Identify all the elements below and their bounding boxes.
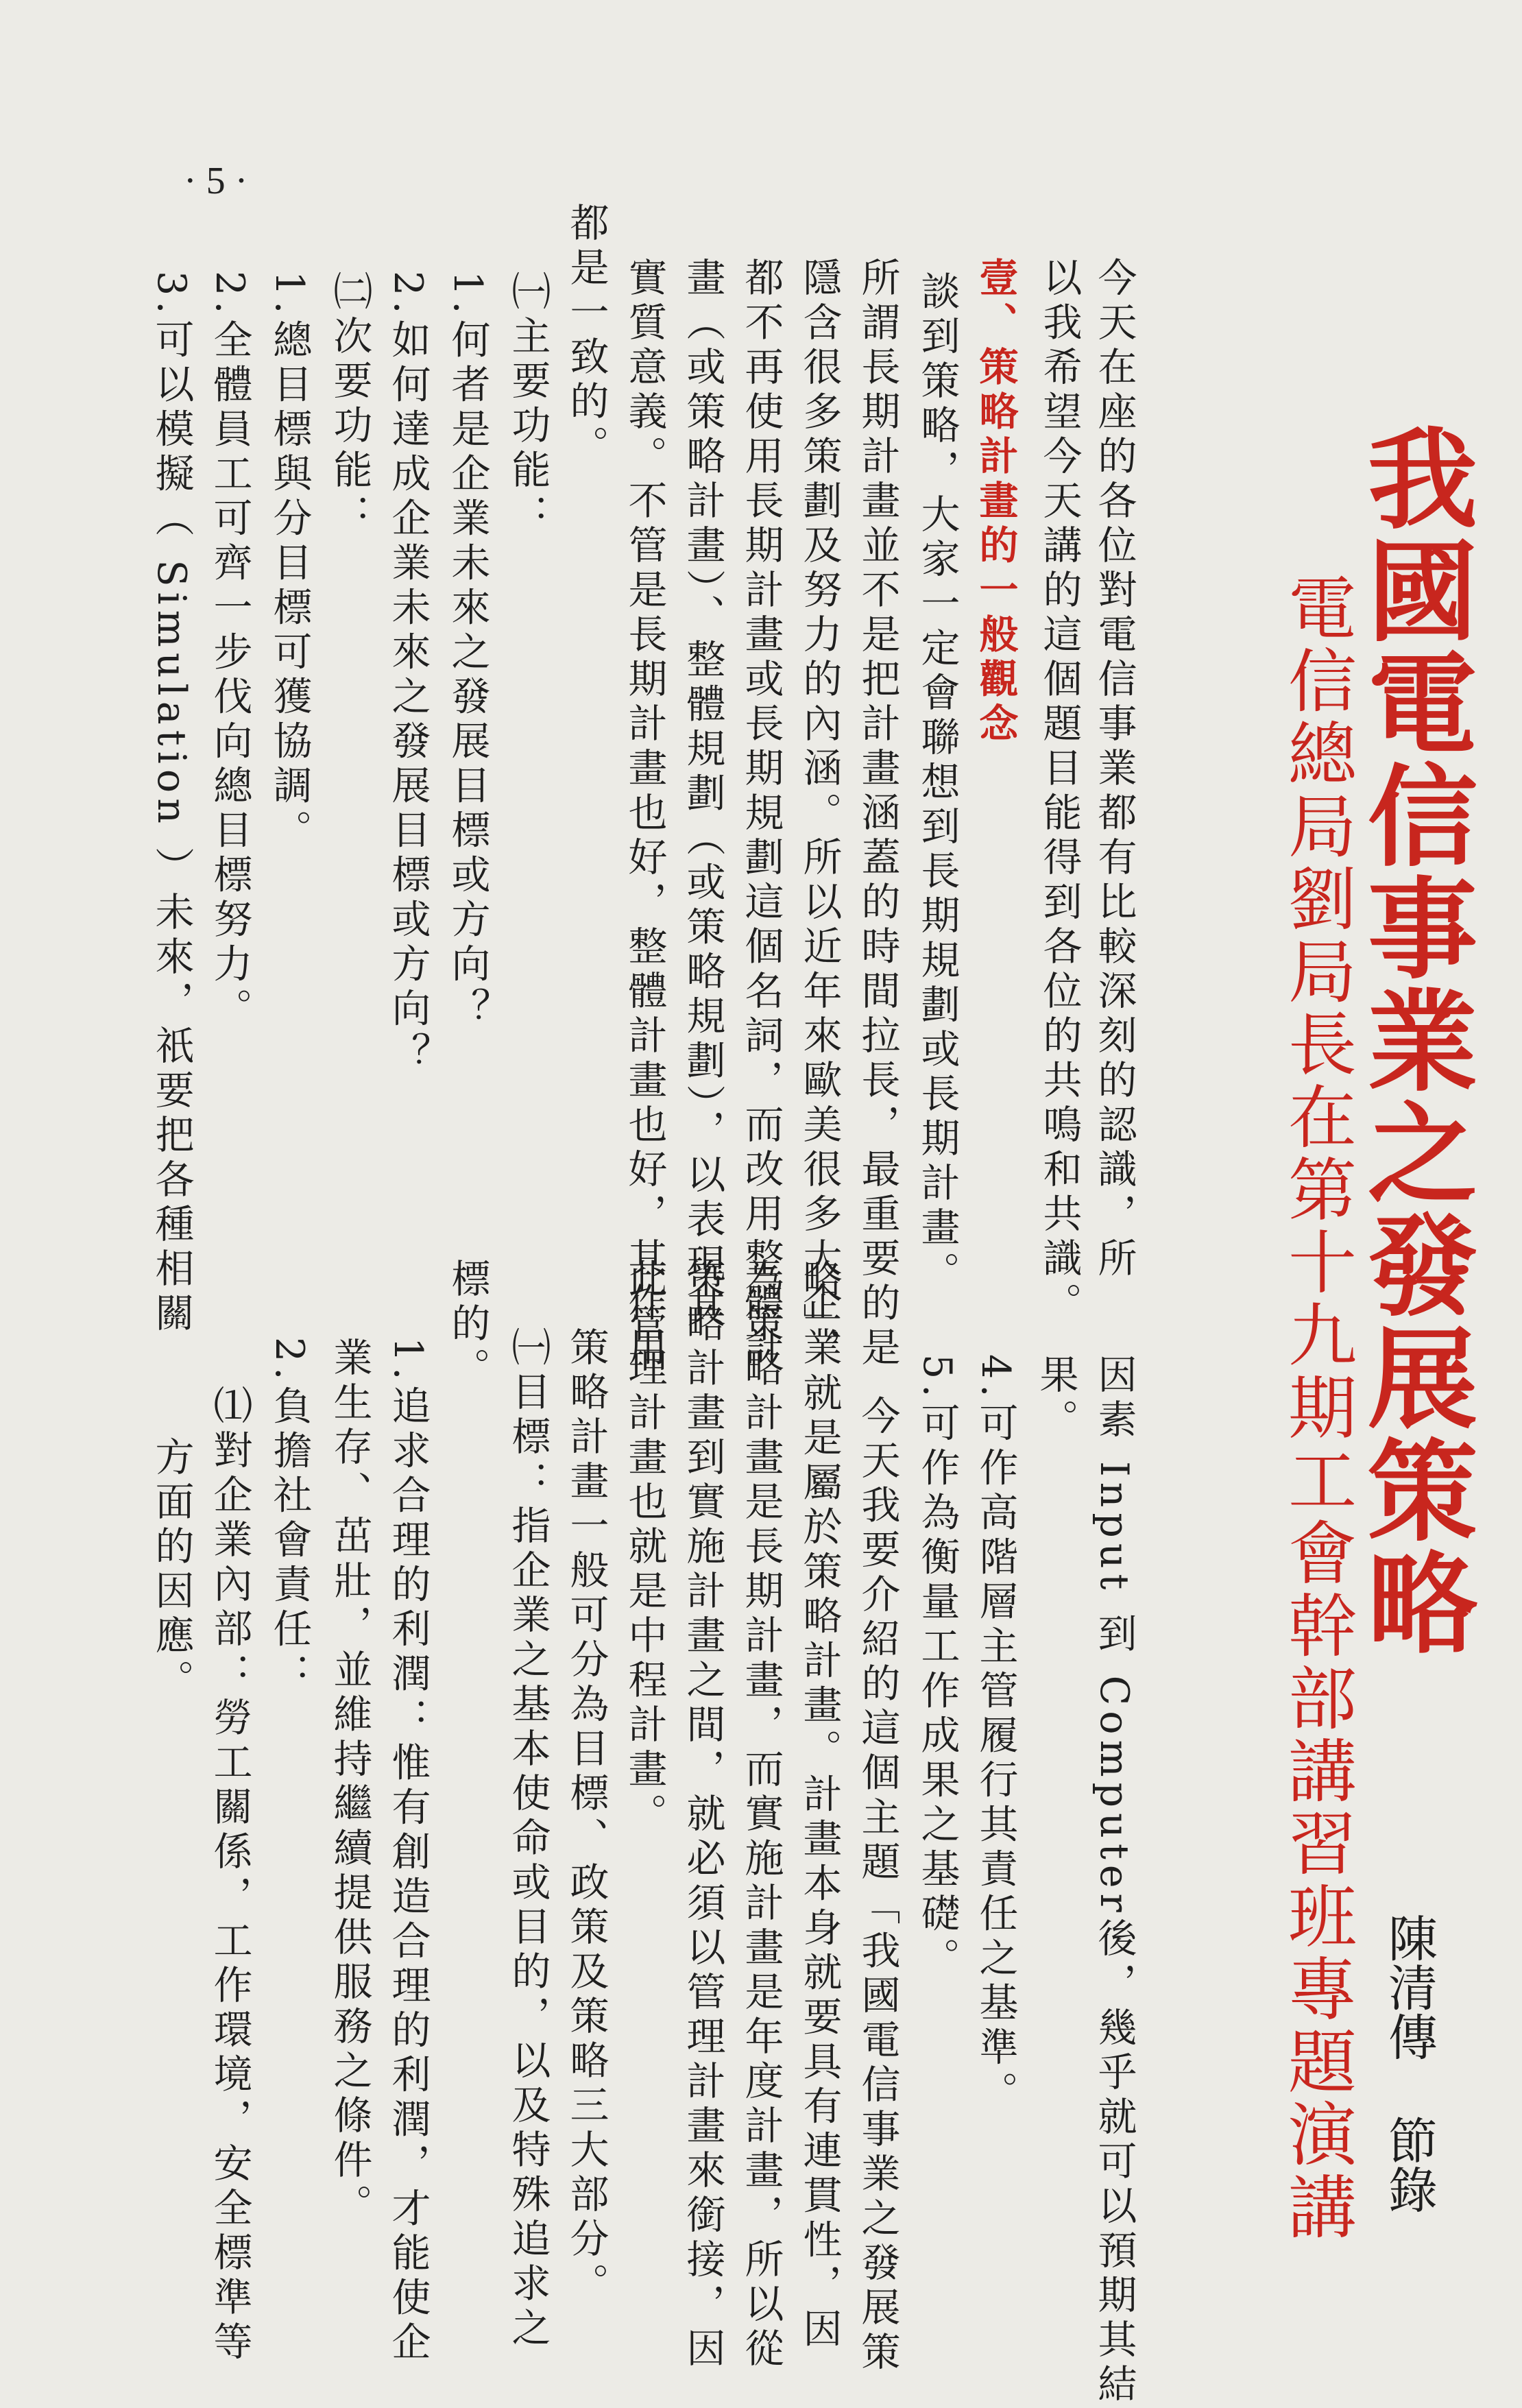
- lower-text-column: 果。: [1033, 1354, 1078, 1443]
- list-item: ⑴對企業內部：勞工關係，工作環境，安全標準等: [207, 1385, 252, 2365]
- lower-text-column: 此管理計畫也就是中程計畫。: [622, 1258, 667, 1838]
- list-item: 2.如何達成企業未來之發展目標或方向？: [385, 271, 431, 1077]
- lower-text-column: 策略計畫到實施計畫之間，就必須以管理計畫來銜接，因: [680, 1258, 725, 2372]
- lower-text-column: 略」，就是屬於策略計畫。計畫本身就要具有連貫性，因: [797, 1258, 842, 2353]
- list-heading: ㈠目標：指企業之基本使命或目的，以及特殊追求之: [505, 1327, 551, 2352]
- list-item: 2.全體員工可齊一步伐向總目標努力。: [207, 271, 252, 1033]
- list-item-continued: 方面的因應。: [149, 1436, 194, 1704]
- list-item-continued: 業生存、茁壯，並維持繼續提供服務之條件。: [327, 1337, 372, 2228]
- author-name: 陳清傳: [1380, 1913, 1438, 2061]
- lower-text-column: 策略計畫一般可分為目標、政策及策略三大部分。: [564, 1327, 609, 2307]
- list-item: 1.何者是企業未來之發展目標或方向？: [445, 271, 490, 1033]
- list-heading: ㈡次要功能：: [327, 271, 372, 538]
- editor-note: 節錄: [1380, 2115, 1438, 2214]
- list-item: 1.總目標與分目標可獲協調。: [267, 271, 312, 854]
- lower-text-column: 因素 Input 到 Computer後，幾乎就可以預期其結: [1091, 1354, 1137, 2408]
- article-title: 我國電信事業之發展策略: [1349, 422, 1478, 1659]
- lower-text-column: 標的。: [445, 1258, 490, 1392]
- upper-text-column: 畫（或策略計畫）、整體規劃（或策略規劃），以表現其: [680, 257, 725, 1332]
- list-item: 2.負擔社會責任：: [267, 1337, 312, 1698]
- upper-text-column: 實質意義。不管是長期計畫也好，整體計畫也好，其作用: [622, 257, 667, 1371]
- list-item: 3.可以模擬（ Simulation ）未來，祇要把各種相關: [149, 271, 194, 1338]
- section-heading: 壹、策略計畫的一般觀念: [973, 257, 1019, 747]
- upper-text-column: 隱含很多策劃及努力的內涵。所以近年來歐美很多大企業: [797, 257, 842, 1371]
- list-item: 4.可作高階層主管履行其責任之基準。: [973, 1354, 1018, 2116]
- list-item: 5.可作為衡量工作成果之基礎。: [915, 1354, 960, 1982]
- list-item: 1.追求合理的利潤：惟有創造合理的利潤，才能使企: [385, 1337, 431, 2366]
- upper-text-column: 談到策略，大家一定會聯想到長期規劃或長期計畫。: [915, 271, 960, 1296]
- list-heading: ㈠主要功能：: [505, 271, 551, 538]
- upper-text-column: 今天在座的各位對電信事業都有比較深刻的認識，所: [1091, 257, 1137, 1282]
- article-subtitle: 電信總局劉局長在第十九期工會幹部講習班專題演講: [1277, 573, 1357, 2244]
- upper-text-column: 都不再使用長期計畫或長期規劃這個名詞，而改用整體計: [738, 257, 784, 1371]
- upper-text-column: 都是一致的。: [564, 202, 609, 470]
- upper-text-column: 以我希望今天講的這個題目能得到各位的共鳴和共識。: [1037, 257, 1082, 1327]
- upper-text-column: 所謂長期計畫並不是把計畫涵蓋的時間拉長，最重要的是: [855, 257, 900, 1371]
- lower-text-column: 今天我要介紹的這個主題「我國電信事業之發展策: [855, 1395, 900, 2376]
- page-number: · 5 ·: [184, 160, 248, 202]
- lower-text-column: 為策略計畫是長期計畫，而實施計畫是年度計畫，所以從: [738, 1258, 784, 2372]
